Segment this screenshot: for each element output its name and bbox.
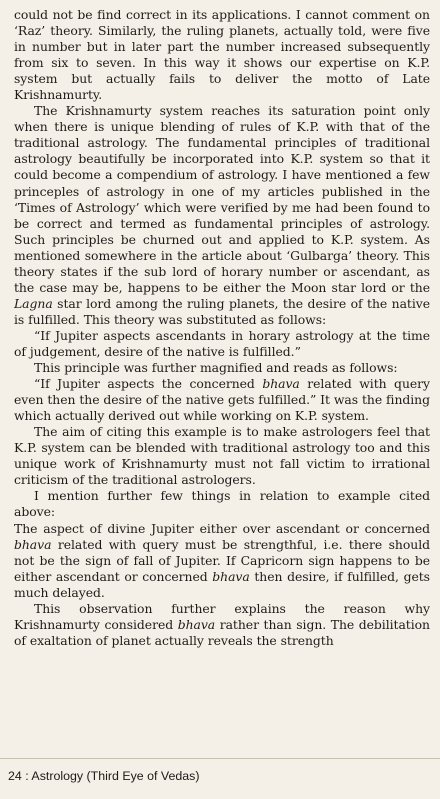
italic-term: bhava [212, 568, 250, 584]
text-run: related with query even then the desire of the native gets fulfilled.” It was the finding which actually derived out while working on K.P. system. [14, 376, 430, 424]
paragraph [14, 328, 430, 360]
paragraph [14, 103, 430, 328]
text-run: The Krishnamurty system reaches its saturation point only when there is unique blending of rules of K.P. with that of the traditional astrology. The fundamental principles of traditional astrology beautifully be incorporated into K.P. system so that it could become a compendium of astrology. I have mentioned a few princeples of astrology in one of my articles published in the ‘Times of Astrology’ which were verified by me had been found to be correct and termed as fundamental principles of astrology. Such principles be churned out and applied to K.P. system. As mentioned somewhere in the article about ‘Gulbarga’ theory. This theory states if the sub lord of horary number or ascendant, as the case may be, happens to be either the Moon star lord or the [14, 103, 430, 295]
paragraph [14, 488, 430, 520]
paragraph [14, 7, 430, 103]
italic-term: bhava [14, 536, 52, 552]
text-run: then desire, if fulfilled, gets much delayed. [14, 568, 430, 600]
footer-divider [0, 758, 440, 759]
paragraph [14, 424, 430, 488]
text-run: rather than sign. The debilitation of exaltation of planet actually reveals the strength [14, 616, 430, 648]
body-text [14, 7, 430, 649]
italic-term: Lagna [14, 295, 53, 311]
paragraph [14, 521, 430, 601]
text-run: The aspect of divine Jupiter either over ascendant or concerned [14, 520, 430, 536]
text-run: This principle was further magnified and reads as follows: [34, 360, 398, 376]
italic-term: bhava [262, 376, 300, 392]
page-footer: 24 : Astrology (Third Eye of Vedas) [8, 769, 200, 783]
paragraph [14, 376, 430, 424]
text-run: “If Jupiter aspects ascendants in horary astrology at the time of judgement, desire of the native is fulfilled.” [14, 327, 430, 359]
text-run: “If Jupiter aspects the concerned [34, 376, 263, 392]
paragraph [14, 360, 430, 376]
italic-term: bhava [177, 616, 216, 632]
text-run: star lord among the ruling planets, the desire of the native is fulfilled. This theory was substituted as follows: [14, 295, 430, 327]
paragraph [14, 601, 430, 649]
text-run: related with query must be strengthful, i.e. there should not be the sign of fall of Jupiter. If Capricorn sign happens to be either ascendant or concerned [14, 536, 430, 584]
text-run: could not be find correct in its applications. I cannot comment on ‘Raz’ theory. Similarly, the ruling planets, actually told, were five in number but in later part the number increased subsequently from six to seven. In this way it shows our expertise on K.P. system but actually fails to deliver the motto of Late Krishnamurty. [14, 7, 430, 103]
text-run: I mention further few things in relation to example cited above: [14, 488, 430, 520]
text-run: The aim of citing this example is to make astrologers feel that K.P. system can be blended with traditional astrology too and this unique work of Krishnamurty must not fall victim to irrational criticism of the traditional astrologers. [14, 424, 430, 488]
text-run: This observation further explains the reason why Krishnamurty considered [14, 600, 430, 632]
